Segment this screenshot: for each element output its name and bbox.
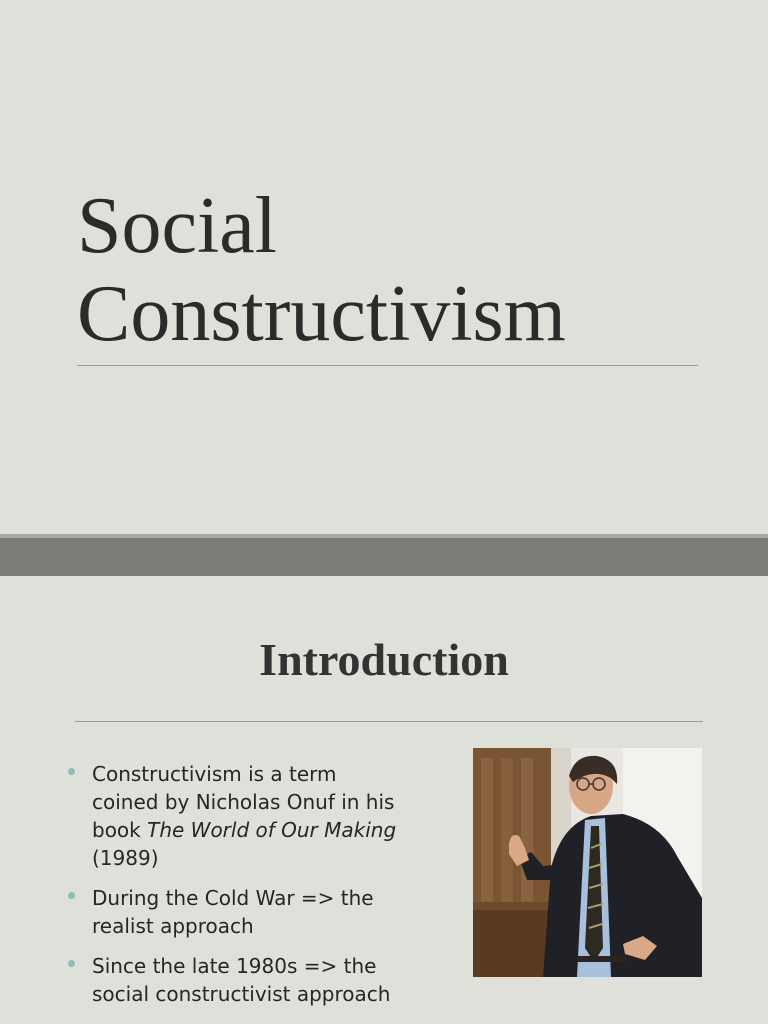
bullet-item: [68, 884, 408, 940]
title-underline: [77, 365, 698, 366]
slide-separator: [0, 534, 768, 576]
bullet-text: During the Cold War => the realist approach: [92, 886, 374, 938]
bullet-icon: [68, 892, 75, 899]
bullet-text: Constructivism is a term coined by Nicholas Onuf in his book: [92, 762, 395, 842]
speaker-photo: [473, 748, 702, 977]
bullet-item: [68, 760, 408, 872]
bullet-text: Since the late 1980s => the social constructivist approach: [92, 954, 391, 1006]
slide-title-line1: Social: [77, 182, 277, 270]
bullet-icon: [68, 768, 75, 775]
bullet-item: [68, 952, 408, 1008]
introduction-title: Introduction: [259, 634, 509, 685]
speaker-illustration: [473, 748, 702, 977]
bullet-text-year: (1989): [92, 846, 159, 870]
slide-title: [77, 182, 566, 358]
bullet-icon: [68, 960, 75, 967]
slide-title-line2: Constructivism: [77, 270, 566, 358]
book-title: The World of Our Making: [147, 818, 397, 842]
introduction-slide: [0, 576, 768, 1024]
introduction-underline: [75, 721, 703, 722]
bullet-list: [68, 760, 408, 1020]
